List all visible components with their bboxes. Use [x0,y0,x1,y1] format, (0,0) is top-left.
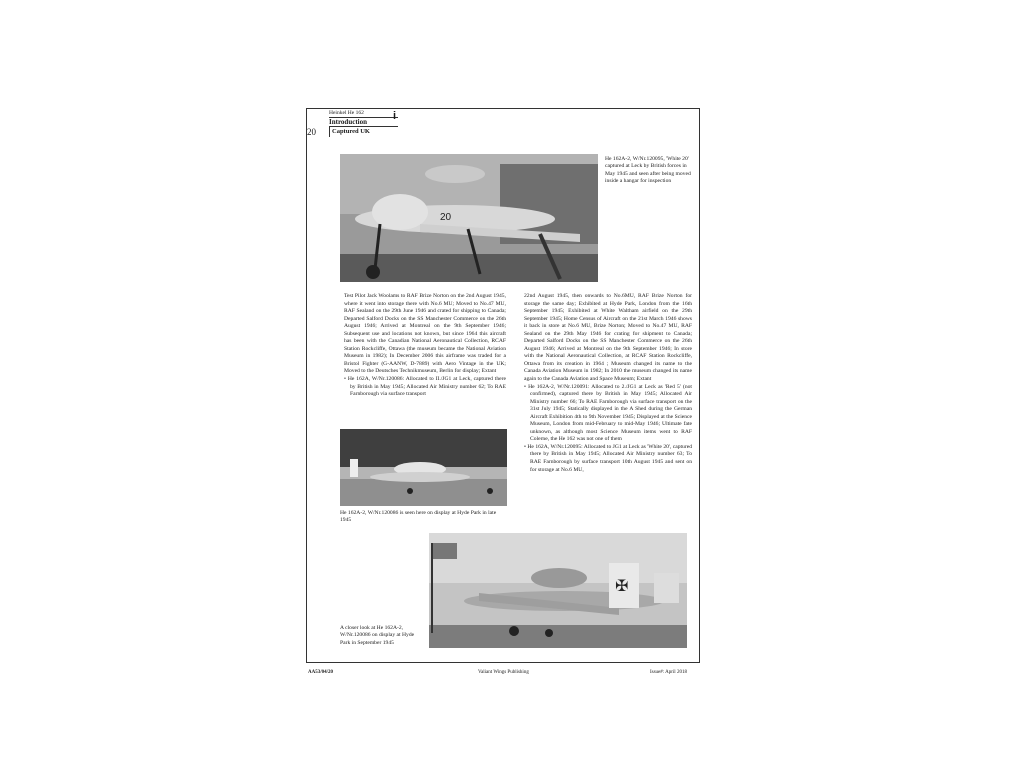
list-item: • He 162A-2, W/Nr.120091: Allocated to 2./JG1 at Leck as 'Red 5' (not confirmed), captured there by British in May 1945; Allocated Air Ministry number 66; To RAE Farnborough via surface transport on the 31st July 1945; Statically displayed in the A Shed during the German Aircraft Exhibition 4th to 9th November 1945; Displayed at the Science Museum, London from mid-February to mid-May 1946; Ultimate fate unknown, as although most Science Museum items went to RAF Colerne, the He 162 was not one of them [524,383,692,443]
footer-right: Issue#: April 2018 [650,670,687,675]
svg-text:✠: ✠ [615,576,629,595]
caption-photo1: He 162A-2, W/Nr.120095, 'White 20' captured at Leck by British forces in May 1945 and seen after being moved inside a hangar for inspection [605,156,691,185]
document-page [306,108,700,663]
photo-closer-look [429,533,687,648]
section-title: Introduction [329,118,398,127]
subsection-title: Captured UK [329,127,398,137]
list-item: • He 162A, W/Nr.120086: Allocated to II./JG1 at Leck, captured there by British in May 1945; Allocated Air Ministry number 62; To RAE Farnborough via surface transport [344,376,506,398]
svg-text:20: 20 [440,212,452,223]
caption-photo2: He 162A-2, W/Nr.120086 is seen here on display at Hyde Park in late 1945 [340,510,497,524]
caption-photo3: A closer look at He 162A-2, W/Nr.120086 on display at Hyde Park in September 1945 [340,625,415,646]
photo-hyde-park [340,429,507,506]
footer-left: AA53/04/20 [308,670,333,675]
text-column-right [524,293,692,474]
paragraph: 22nd August 1945, then onwards to No.6MU, RAF Brize Norton for storage the same day; Exhibited at Hyde Park, London from the 16th September 1945; Exhibited at White Waltham airfield on the 29th September 1945; Home Census of Aircraft on the 21st March 1946 shows it back in store at No.6 MU, Brize Norton; Moved to No.47 MU, RAF Sealand on the 29th May 1946 for crating for shipment to Canada; Departed Salford Docks on the SS Manchester Commerce on the 26th August 1946; Arrived at Montreal on the 9th September 1946; In store with the National Aeronautical Collection, at RCAF Station Rockcliffe, Ottawa from its creation in 1964 ; Museum changed its name to the Canada Aviation Museum in 1982; In 2010 the museum changed its name again to the Canada Aviation and Space Museum; Extant [524,293,692,383]
paragraph: Test Pilot Jack Woolams to RAF Brize Norton on the 2nd August 1945, where it went into storage there with No.6 MU; Moved to No.47 MU, RAF Sealand on the 29th June 1946 and crated for shipping to Canada; Departed Salford Docks on the SS Manchester Commerce on the 26th August 1946; Arrived at Montreal on the 9th September 1946; Subsequent use and locations not known, but since 1964 this aircraft has been with the Canadian National Aeronautical Collection, RCAF Station Rockcliffe, Ottawa (the museum became the National Aviation Museum in 1982); In December 2006 this airframe was traded for a Bristol Fighter (G-AANW, D-7889) with Aero Vintage in the UK; Moved to the Deutsches Technikmuseum, Berlin for display; Extant [344,293,506,375]
list-item: • He 162A, W/Nr.120095: Allocated to JG1 at Leck as 'White 20', captured there by British in May 1945; Allocated Air Ministry number 63; To RAE Farnborough by surface transport 10th August 1945 and sent on for storage at No.6 MU, [524,443,692,473]
page-number: 20 [307,127,316,137]
jet-in-hangar-image [340,154,598,282]
photo-hangar [340,154,598,282]
info-icon: i [393,110,397,122]
series-title: Heinkel He 162 [329,110,398,118]
footer-center: Valiant Wings Publishing [478,670,529,675]
jet-outdoor-image [340,429,507,506]
text-column-left [344,293,506,399]
jet-closeup-image [429,533,687,648]
